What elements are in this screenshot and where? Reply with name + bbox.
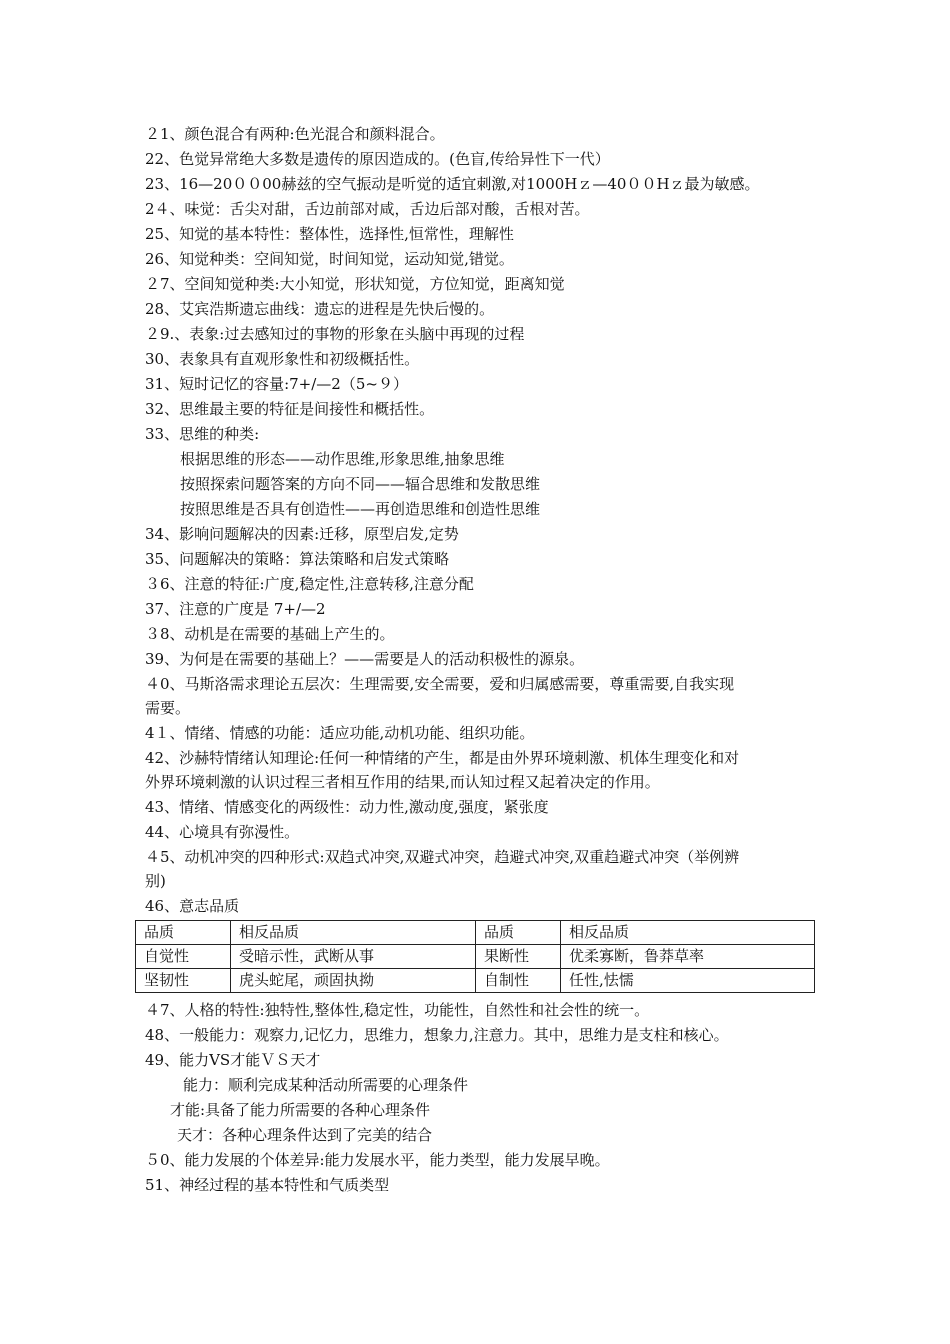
text-line: ３8、动机是在需要的基础上产生的。 (145, 625, 395, 643)
table-cell: 优柔寡断，鲁莽草率 (561, 945, 815, 969)
text-line: ４7、人格的特性:独特性,整体性,稳定性，功能性，自然性和社会性的统一。 (145, 1001, 650, 1019)
text-line: 2４、味觉：舌尖对甜，舌边前部对咸，舌边后部对酸，舌根对苦。 (145, 200, 590, 218)
text-line: ２1、颜色混合有两种:色光混合和颜料混合。 (145, 125, 445, 143)
ability-def-line: 能力：顺利完成某种活动所需要的心理条件 (183, 1076, 469, 1094)
text-line: 别) (145, 872, 166, 890)
table-cell: 品质 (136, 921, 231, 945)
text-line: 33、思维的种类: (145, 425, 260, 443)
text-line: 26、知觉种类：空间知觉，时间知觉，运动知觉,错觉。 (145, 250, 514, 268)
text-line: 外界环境刺激的认识过程三者相互作用的结果,而认知过程又起着决定的作用。 (145, 773, 660, 791)
text-line: 37、注意的广度是 7+/—2 (145, 600, 326, 618)
thinking-type-line: 按照思维是否具有创造性——再创造思维和创造性思维 (180, 500, 541, 518)
table-cell: 自觉性 (136, 945, 231, 969)
text-line: 34、影响问题解决的因素:迁移，原型启发,定势 (145, 525, 459, 543)
will-quality-table (135, 920, 815, 993)
text-line: 28、艾宾浩斯遗忘曲线：遗忘的进程是先快后慢的。 (145, 300, 495, 318)
table-cell: 虎头蛇尾，顽固执拗 (231, 969, 476, 993)
text-line: 44、心境具有弥漫性。 (145, 823, 300, 841)
text-line: 42、沙赫特情绪认知理论:任何一种情绪的产生，都是由外界环境刺激、机体生理变化和对 (145, 749, 740, 767)
table-cell: 任性,怯懦 (561, 969, 815, 993)
text-line: ５0、能力发展的个体差异:能力发展水平，能力类型，能力发展早晚。 (145, 1151, 610, 1169)
text-line: ４5、动机冲突的四种形式:双趋式冲突,双避式冲突，趋避式冲突,双重趋避式冲突（举例辨 (145, 848, 740, 866)
text-line: ２7、空间知觉种类:大小知觉，形状知觉，方位知觉，距离知觉 (145, 275, 565, 293)
text-line: 39、为何是在需要的基础上？——需要是人的活动积极性的源泉。 (145, 650, 585, 668)
text-line: 22、色觉异常绝大多数是遗传的原因造成的。(色盲,传给异性下一代） (145, 150, 610, 168)
text-line: 49、能力VS才能ＶＳ天才 (145, 1051, 321, 1069)
table-cell: 坚韧性 (136, 969, 231, 993)
text-line: ４0、马斯洛需求理论五层次：生理需要,安全需要，爱和归属感需要，尊重需要,自我实现 (145, 675, 735, 693)
text-line: 需要。 (145, 699, 191, 717)
text-line: 32、思维最主要的特征是间接性和概括性。 (145, 400, 435, 418)
thinking-type-line: 按照探索问题答案的方向不同——辐合思维和发散思维 (180, 475, 541, 493)
text-line: 48、一般能力：观察力,记忆力，思维力，想象力,注意力。其中，思维力是支柱和核心。 (145, 1026, 729, 1044)
text-line: 51、神经过程的基本特性和气质类型 (145, 1176, 390, 1194)
text-line: ２9.、表象:过去感知过的事物的形象在头脑中再现的过程 (145, 325, 525, 343)
ability-def-line: 天才：各种心理条件达到了完美的结合 (177, 1126, 433, 1144)
text-line: ３6、注意的特征:广度,稳定性,注意转移,注意分配 (145, 575, 474, 593)
table-cell: 相反品质 (231, 921, 476, 945)
text-line: 43、情绪、情感变化的两级性：动力性,激动度,强度，紧张度 (145, 798, 549, 816)
table-cell: 自制性 (476, 969, 561, 993)
text-line: 4１、情绪、情感的功能：适应功能,动机功能、组织功能。 (145, 724, 535, 742)
table-row (136, 945, 815, 969)
text-line: 35、问题解决的策略：算法策略和启发式策略 (145, 550, 450, 568)
table-cell: 相反品质 (561, 921, 815, 945)
table-cell: 受暗示性，武断从事 (231, 945, 476, 969)
thinking-type-line: 根据思维的形态——动作思维,形象思维,抽象思维 (180, 450, 505, 468)
table-header-row (136, 921, 815, 945)
text-line: 25、知觉的基本特性：整体性，选择性,恒常性，理解性 (145, 225, 514, 243)
table-cell: 果断性 (476, 945, 561, 969)
text-line: 46、意志品质 (145, 897, 240, 915)
table-row (136, 969, 815, 993)
text-line: 23、16—20００00赫兹的空气振动是听觉的适宜刺激,对1000Hｚ—40００Hｚ最为敏感。 (145, 175, 760, 193)
ability-def-line: 才能:具备了能力所需要的各种心理条件 (170, 1101, 431, 1119)
text-line: 31、短时记忆的容量:7+/—2（5~９） (145, 375, 408, 393)
text-line: 30、表象具有直观形象性和初级概括性。 (145, 350, 420, 368)
table-cell: 品质 (476, 921, 561, 945)
